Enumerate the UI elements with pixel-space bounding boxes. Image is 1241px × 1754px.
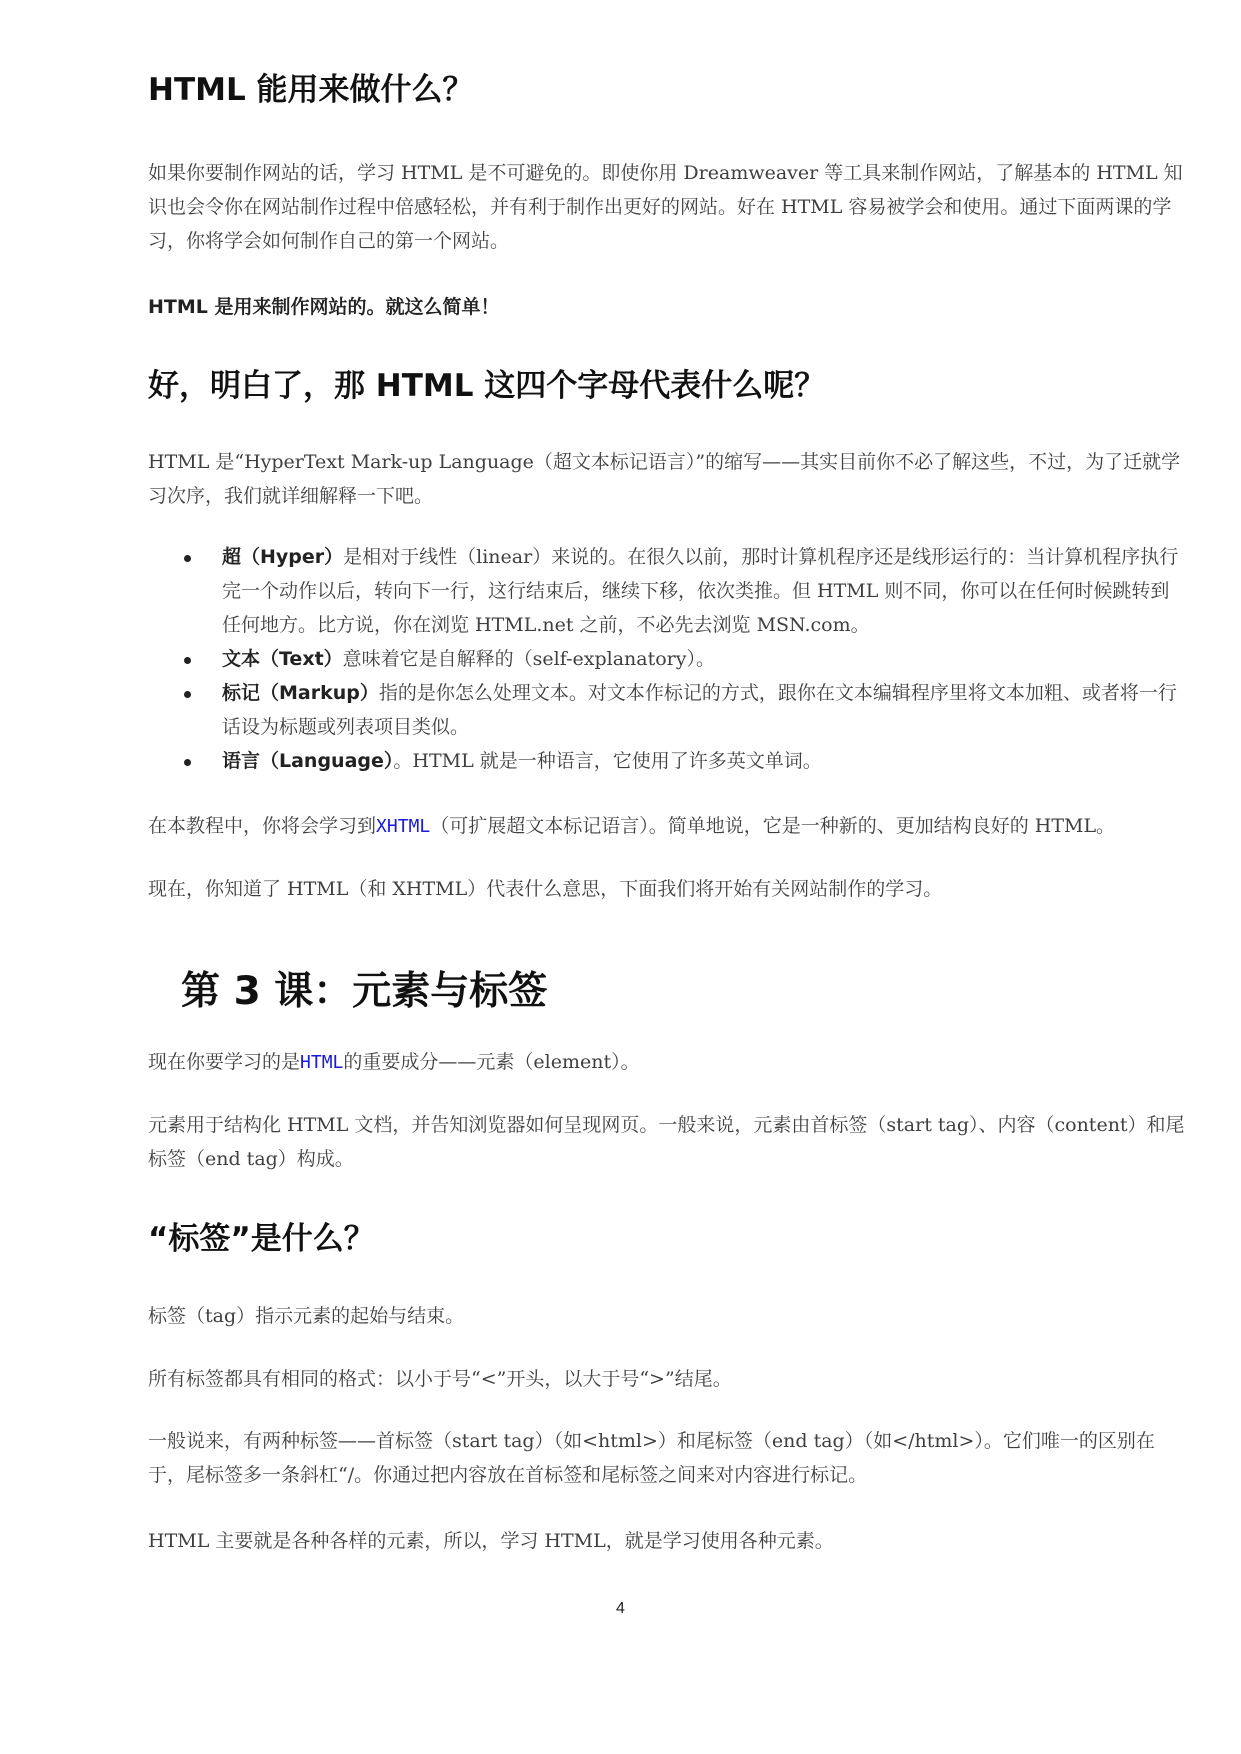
heading-html-meaning: 好，明白了，那 HTML 这四个字母代表什么呢？ xyxy=(148,368,826,404)
desc-hyper: 是相对于线性（linear）来说的。在很久以前，那时计算机程序还是线形运行的：当计算机程序执行完一个动作以后，转向下一行，这行结束后，继续下移，依次类推。但 HTML 则不同，你可以在任何时候跳转到任何地方。比方说，你在浏览 HTML.net 之前，不必先去浏览 MSN.com。 xyxy=(222,546,1179,636)
term-markup: 标记（Markup） xyxy=(222,682,379,704)
paragraph-element-structure: 元素用于结构化 HTML 文档，并告知浏览器如何呈现网页。一般来说，元素由首标签（start tag）、内容（content）和尾标签（end tag）构成。 xyxy=(148,1114,1185,1170)
heading-what-is-tag: “标签”是什么？ xyxy=(148,1221,375,1257)
paragraph-tag-definition: 标签（tag）指示元素的起始与结束。 xyxy=(148,1305,465,1327)
xhtml-suffix: （可扩展超文本标记语言）。简单地说，它是一种新的、更加结构良好的 HTML。 xyxy=(430,815,1116,837)
emphasis-line: HTML 是用来制作网站的。就这么简单！ xyxy=(148,296,500,318)
paragraph-tag-format: 所有标签都具有相同的格式：以小于号“<”开头，以大于号“>”结尾。 xyxy=(148,1368,732,1390)
bullet-icon xyxy=(184,691,191,698)
paragraph-tag-types: 一般说来，有两种标签——首标签（start tag）（如<html>）和尾标签（end tag）（如</html>）。它们唯一的区别在于，尾标签多一条斜杠“/。你通过把内容放在首标签和尾标签之间来对内容进行标记。 xyxy=(148,1430,1155,1486)
heading-what-is-html-for: HTML 能用来做什么？ xyxy=(148,72,474,108)
paragraph-html-elements: HTML 主要就是各种各样的元素，所以，学习 HTML，就是学习使用各种元素。 xyxy=(148,1530,834,1552)
term-language: 语言（Language） xyxy=(222,750,394,772)
desc-markup: 指的是你怎么处理文本。对文本作标记的方式，跟你在文本编辑程序里将文本加粗、或者将一行话设为标题或列表项目类似。 xyxy=(222,682,1177,738)
term-hyper: 超（Hyper） xyxy=(222,546,344,568)
bullet-icon xyxy=(184,657,191,664)
desc-language: 。HTML 就是一种语言，它使用了许多英文单词。 xyxy=(393,750,822,772)
paragraph-html-intro: 如果你要制作网站的话，学习 HTML 是不可避免的。即使你用 Dreamweaver 等工具来制作网站，了解基本的 HTML 知识也会令你在网站制作过程中倍感轻松，并有利于制作出更好的网站。好在 HTML 容易被学会和使用。通过下面两课的学习，你将学会如何制作自己的第一个网站。 xyxy=(148,162,1183,252)
bullet-list xyxy=(148,540,1188,778)
paragraph-element-intro xyxy=(148,1045,1188,1080)
bullet-icon xyxy=(184,555,191,562)
list-item-hyper xyxy=(148,540,1188,642)
list-item-markup xyxy=(148,676,1188,744)
xhtml-prefix: 在本教程中，你将会学习到 xyxy=(148,815,377,837)
list-item-language xyxy=(148,744,1188,778)
desc-text: 意味着它是自解释的（self-explanatory）。 xyxy=(342,648,716,670)
intro-prefix: 现在你要学习的是 xyxy=(148,1051,301,1073)
xhtml-link[interactable]: XHTML xyxy=(376,816,431,837)
list-item-text xyxy=(148,642,1188,676)
paragraph-xhtml xyxy=(148,809,1188,844)
bullet-icon xyxy=(184,759,191,766)
intro-suffix: 的重要成分——元素（element）。 xyxy=(343,1051,640,1073)
page-number: 4 xyxy=(616,1600,625,1617)
paragraph-hypertext-definition: HTML 是“HyperText Mark-up Language（超文本标记语言）”的缩写——其实目前你不必了解这些，不过，为了迁就学习次序，我们就详细解释一下吧。 xyxy=(148,451,1181,507)
term-text: 文本（Text） xyxy=(222,648,343,670)
paragraph-closing: 现在，你知道了 HTML（和 XHTML）代表什么意思，下面我们将开始有关网站制作的学习。 xyxy=(148,878,943,900)
lesson-title: 第 3 课：元素与标签 xyxy=(181,969,548,1014)
html-link[interactable]: HTML xyxy=(300,1052,344,1073)
